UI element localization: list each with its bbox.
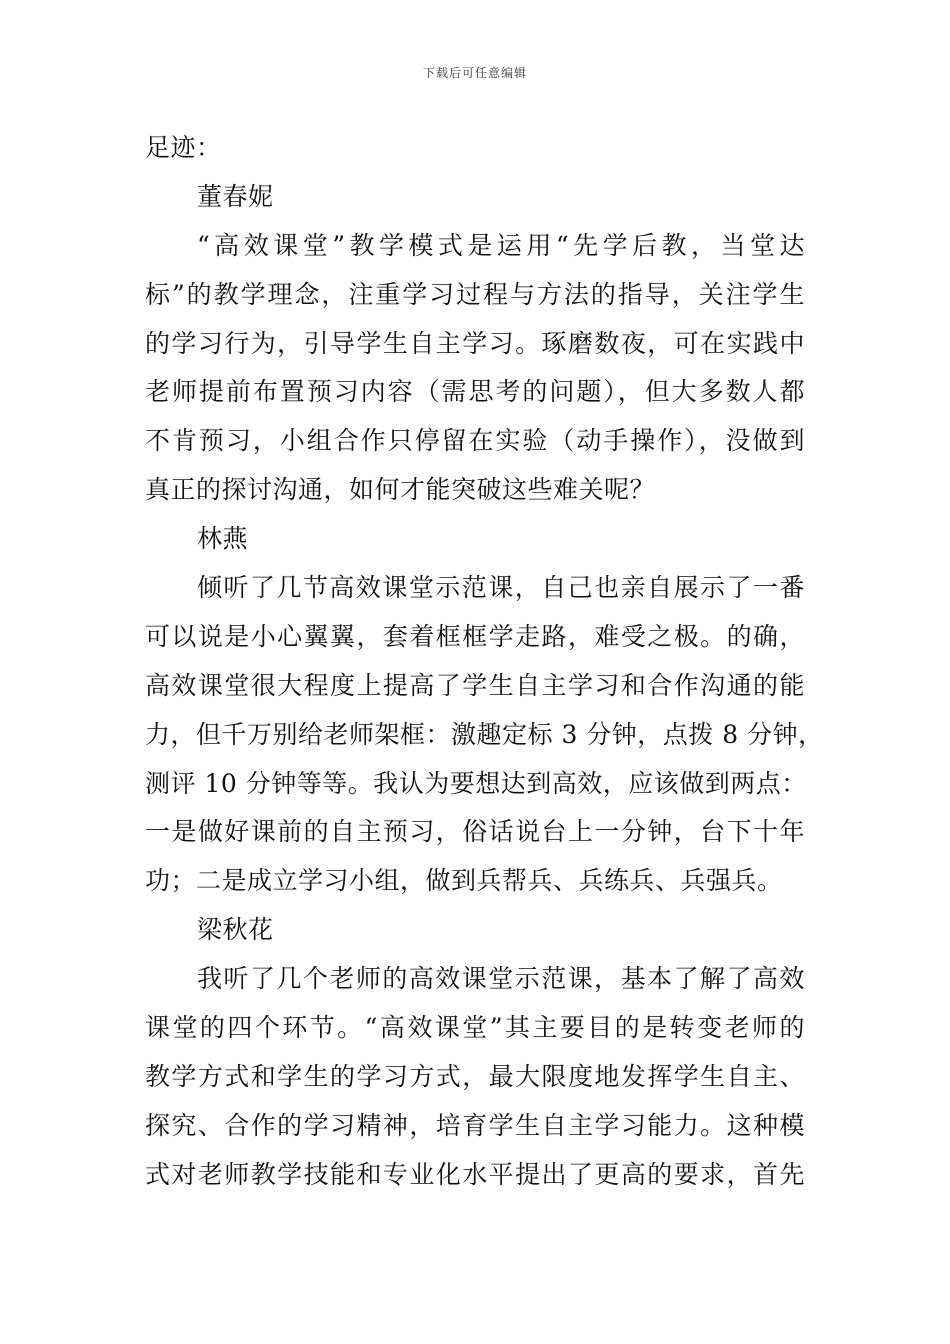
text-line: 倾听了几节高效课堂示范课，自己也亲自展示了一番 [197,573,805,603]
text-line: 式对老师教学技能和专业化水平提出了更高的要求，首先 [145,1159,805,1189]
text-line: 标”的教学理念，注重学习过程与方法的指导，关注学生 [145,279,805,309]
text-line: 力，但千万别给老师架框：激趣定标 3 分钟，点拨 8 分钟， [145,719,824,749]
text-line: 测评 10 分钟等等。我认为要想达到高效，应该做到两点： [145,768,807,798]
document-body [145,124,824,1200]
text-line: 足迹： [145,133,222,162]
author-name: 林燕 [197,524,249,554]
text-line: 老师提前布置预习内容（需思考的问题），但大多数人都 [145,377,805,407]
text-line: 功；二是成立学习小组，做到兵帮兵、兵练兵、兵强兵。 [145,866,783,896]
author-name: 梁秋花 [197,915,274,945]
text-line: “高效课堂”教学模式是运用“先学后教，当堂达 [197,230,805,260]
text-line: 可以说是小心翼翼，套着框框学走路，难受之极。的确， [145,621,805,651]
text-line: 一是做好课前的自主预习，俗话说台上一分钟，台下十年 [145,817,805,847]
text-line: 不肯预习，小组合作只停留在实验（动手操作），没做到 [145,426,805,456]
page-header: 下载后可任意编辑 [422,66,527,80]
text-line: 探究、合作的学习精神，培育学生自主学习能力。这种模 [145,1110,805,1140]
author-name: 董春妮 [197,181,274,211]
text-line: 真正的探讨沟通，如何才能突破这些难关呢？ [145,475,656,505]
text-line: 我听了几个老师的高效课堂示范课，基本了解了高效 [197,964,805,994]
text-line: 课堂的四个环节。“高效课堂”其主要目的是转变老师的 [145,1013,805,1043]
text-line: 教学方式和学生的学习方式，最大限度地发挥学生自主、 [145,1061,805,1091]
text-line: 的学习行为，引导学生自主学习。琢磨数夜，可在实践中 [145,328,805,358]
text-line: 高效课堂很大程度上提高了学生自主学习和合作沟通的能 [145,670,805,700]
